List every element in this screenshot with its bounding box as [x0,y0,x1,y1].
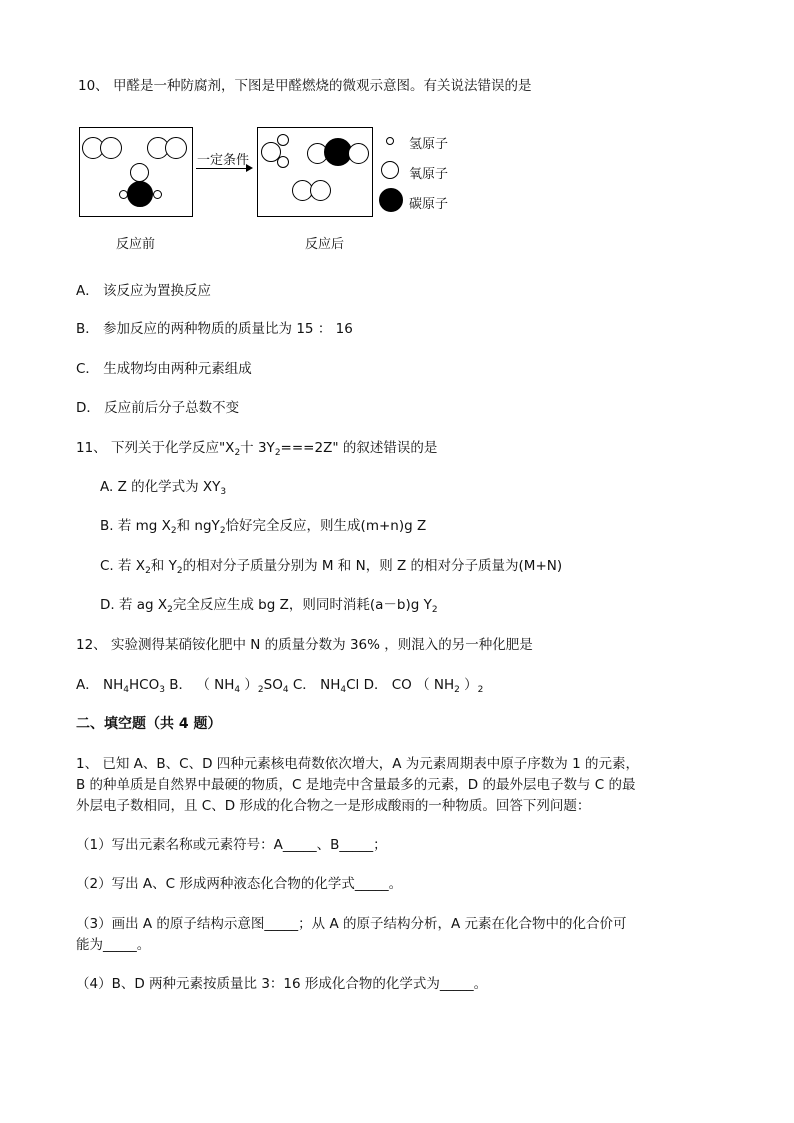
q11-stem: 11、 下列关于化学反应"$X_2$十 $3Y_2===2Z$" 的叙述错误的是 [76,440,438,458]
carbon-atom [127,181,153,207]
oxygen-atom [348,143,369,164]
caption-after: 反应后 [305,237,345,252]
q10-option-b: B． 参加反应的两种物质的质量比为 15 ： 16 [76,321,353,337]
arrow-condition-label: 一定条件 [197,153,250,168]
q11-option-c: C. 若 $X_2$和 $Y_2$的相对分子质量分别为 M 和 N，则 Z 的相对分子质量为(M+N) [100,558,563,576]
legend-carbon: 碳原子 [409,197,449,212]
fill1-sub3-line1: （3）画出 A 的原子结构示意图_____；从 A 的原子结构分析，A 元素在化合物中的化合价可 [76,916,627,932]
oxygen-legend-icon [381,161,399,179]
carbon-legend-icon [379,188,403,212]
fill1-sub4: （4）B、D 两种元素按质量比 3：16 形成化合物的化学式为_____。 [76,976,488,992]
oxygen-atom [310,180,331,201]
q12-stem: 12、 实验测得某硝铵化肥中 N 的质量分数为 36% ，则混入的另一种化肥是 [76,637,533,653]
q10-option-d: D． 反应前后分子总数不变 [76,400,240,416]
legend-hydrogen: 氢原子 [409,137,449,152]
q12-options: A． $NH_4HCO_3$ B． （ $NH_4$ ）$_2SO_4$ C． $NH_4Cl$ D． CO （ $NH_2$ ）$_2$ [76,677,484,695]
caption-before: 反应前 [116,237,156,252]
hydrogen-atom [277,156,289,168]
fill1-sub3-line2: 能为_____。 [76,937,151,953]
reaction-arrow [196,168,246,169]
hydrogen-atom [277,134,289,146]
fill1-sub2: （2）写出 A、C 形成两种液态化合物的化学式_____。 [76,876,403,892]
q11-option-d: D. 若 ag $X_2$完全反应生成 bg Z，则同时消耗(a－b)g $Y_2$ [100,597,438,615]
fill1-line2: B 的种单质是自然界中最硬的物质，C 是地壳中含量最多的元素，D 的最外层电子数与 C 的最 [76,777,636,793]
q11-option-b: B. 若 mg $X_2$和 ngY$_2$恰好完全反应，则生成(m+n)g Z [100,518,427,536]
figure-after-box [257,127,373,217]
legend-oxygen: 氧原子 [409,167,449,182]
oxygen-atom [100,137,122,159]
section-heading: 二、填空题（共 4 题） [76,716,222,732]
q10-stem: 10、 甲醛是一种防腐剂，下图是甲醛燃烧的微观示意图。有关说法错误的是 [78,78,532,94]
fill1-line3: 外层电子数相同，且 C、D 形成的化合物之一是形成酸雨的一种物质。回答下列问题： [76,798,591,814]
arrow-head-icon [246,164,253,172]
q11-option-a: A. Z 的化学式为 $XY_3$ [100,479,227,497]
oxygen-atom [165,137,187,159]
fill1-sub1: （1）写出元素名称或元素符号：A_____、B_____； [76,837,387,853]
figure-before-box [79,127,193,217]
oxygen-atom [130,163,149,182]
q10-option-c: C． 生成物均由两种元素组成 [76,361,252,377]
hydrogen-legend-icon [386,137,394,145]
hydrogen-atom [153,190,162,199]
fill1-line1: 1、 已知 A、B、C、D 四种元素核电荷数依次增大，A 为元素周期表中原子序数为 1 的元素， [76,756,639,772]
q10-option-a: A． 该反应为置换反应 [76,283,212,299]
